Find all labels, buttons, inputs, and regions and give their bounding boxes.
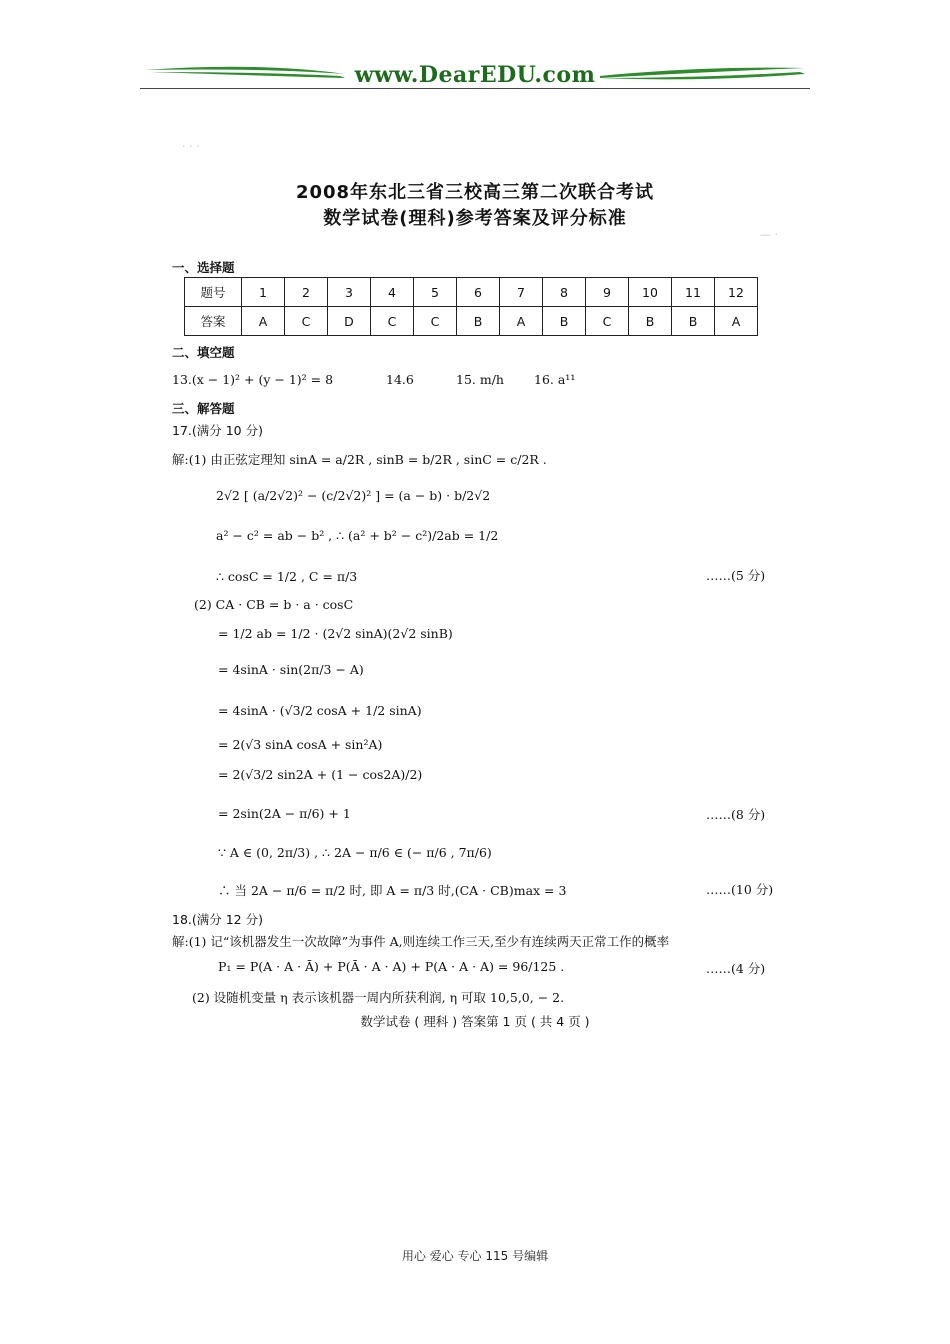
score-marker: ……(10 分) bbox=[706, 882, 774, 897]
table-cell: D bbox=[328, 307, 371, 336]
q17-line: = 2(√3 sinA cosA + sin²A) bbox=[218, 737, 383, 752]
scan-noise: · · · bbox=[182, 140, 200, 153]
q18-line: P₁ = P(A · A · Ā) + P(Ā · A · A) + P(A · A · A) = 96/125 . bbox=[218, 959, 565, 974]
table-header-cell: 题号 bbox=[185, 278, 242, 307]
table-cell: A bbox=[242, 307, 285, 336]
q17-heading: 17.(满分 10 分) bbox=[172, 423, 263, 438]
q18-line: (2) 设随机变量 η 表示该机器一周内所获利润, η 可取 10,5,0, − 2. bbox=[192, 990, 565, 1005]
score-marker: ……(5 分) bbox=[706, 568, 766, 583]
scan-noise: — · bbox=[760, 228, 778, 241]
q17-line: (2) CA · CB = b · a · cosC bbox=[194, 597, 354, 612]
score-marker: ……(4 分) bbox=[706, 961, 766, 976]
table-header-cell: 答案 bbox=[185, 307, 242, 336]
table-row bbox=[185, 307, 758, 336]
answer-q13: 13.(x − 1)² + (y − 1)² = 8 bbox=[172, 372, 334, 387]
table-cell: 1 bbox=[242, 278, 285, 307]
banner-divider bbox=[140, 88, 810, 89]
table-cell: C bbox=[371, 307, 414, 336]
table-cell: 8 bbox=[543, 278, 586, 307]
q17-line: 2√2 [ (a/2√2)² − (c/2√2)² ] = (a − b) · b/2√2 bbox=[216, 488, 491, 503]
q17-line: = 4sinA · sin(2π/3 − A) bbox=[218, 662, 364, 677]
table-cell: C bbox=[586, 307, 629, 336]
answer-table bbox=[184, 277, 758, 336]
q17-line: ∴ 当 2A − π/6 = π/2 时, 即 A = π/3 时,(CA · CB)max = 3 bbox=[218, 883, 567, 898]
table-cell: A bbox=[500, 307, 543, 336]
table-cell: B bbox=[457, 307, 500, 336]
section-fill-heading: 二、填空题 bbox=[172, 345, 235, 360]
q17-line: = 1/2 ab = 1/2 · (2√2 sinA)(2√2 sinB) bbox=[218, 626, 453, 641]
answer-q16: 16. a¹¹ bbox=[534, 372, 576, 387]
table-cell: 3 bbox=[328, 278, 371, 307]
q17-line: a² − c² = ab − b² , ∴ (a² + b² − c²)/2ab = 1/2 bbox=[216, 528, 499, 543]
document-subtitle: 数学试卷(理科)参考答案及评分标准 bbox=[323, 208, 627, 229]
page-number-label: 数学试卷 ( 理科 ) 答案第 1 页 ( 共 4 页 ) bbox=[360, 1014, 590, 1029]
answer-q15: 15. m/h bbox=[456, 372, 504, 387]
document-title: 2008年东北三省三校高三第二次联合考试 bbox=[295, 182, 655, 203]
table-row bbox=[185, 278, 758, 307]
q17-line: = 2(√3/2 sin2A + (1 − cos2A)/2) bbox=[218, 767, 423, 782]
table-cell: B bbox=[672, 307, 715, 336]
section-solve-heading: 三、解答题 bbox=[172, 401, 235, 416]
table-cell: 7 bbox=[500, 278, 543, 307]
table-cell: C bbox=[414, 307, 457, 336]
page-footer: 用心 爱心 专心 115 号编辑 bbox=[401, 1249, 549, 1263]
q17-line: ∵ A ∈ (0, 2π/3) , ∴ 2A − π/6 ∈ (− π/6 , 7π/6) bbox=[218, 845, 492, 860]
q18-heading: 18.(满分 12 分) bbox=[172, 912, 263, 927]
answer-q14: 14.6 bbox=[386, 372, 414, 387]
table-cell: 9 bbox=[586, 278, 629, 307]
table-cell: 10 bbox=[629, 278, 672, 307]
table-cell: 4 bbox=[371, 278, 414, 307]
q18-line: 解:(1) 记“该机器发生一次故障”为事件 A,则连续工作三天,至少有连续两天正常工作的概率 bbox=[172, 934, 670, 949]
table-cell: B bbox=[629, 307, 672, 336]
table-cell: 6 bbox=[457, 278, 500, 307]
q17-line: = 2sin(2A − π/6) + 1 bbox=[218, 806, 351, 821]
table-cell: B bbox=[543, 307, 586, 336]
section-choice-heading: 一、选择题 bbox=[172, 260, 235, 275]
q17-line: = 4sinA · (√3/2 cosA + 1/2 sinA) bbox=[218, 703, 422, 718]
score-marker: ……(8 分) bbox=[706, 807, 766, 822]
table-cell: 12 bbox=[715, 278, 758, 307]
q17-line: ∴ cosC = 1/2 , C = π/3 bbox=[216, 569, 358, 584]
table-cell: 5 bbox=[414, 278, 457, 307]
table-cell: A bbox=[715, 307, 758, 336]
table-cell: C bbox=[285, 307, 328, 336]
table-cell: 2 bbox=[285, 278, 328, 307]
site-url[interactable]: www.DearEDU.com bbox=[354, 62, 596, 88]
q17-line: 解:(1) 由正弦定理知 sinA = a/2R , sinB = b/2R , sinC = c/2R . bbox=[172, 452, 547, 467]
table-cell: 11 bbox=[672, 278, 715, 307]
